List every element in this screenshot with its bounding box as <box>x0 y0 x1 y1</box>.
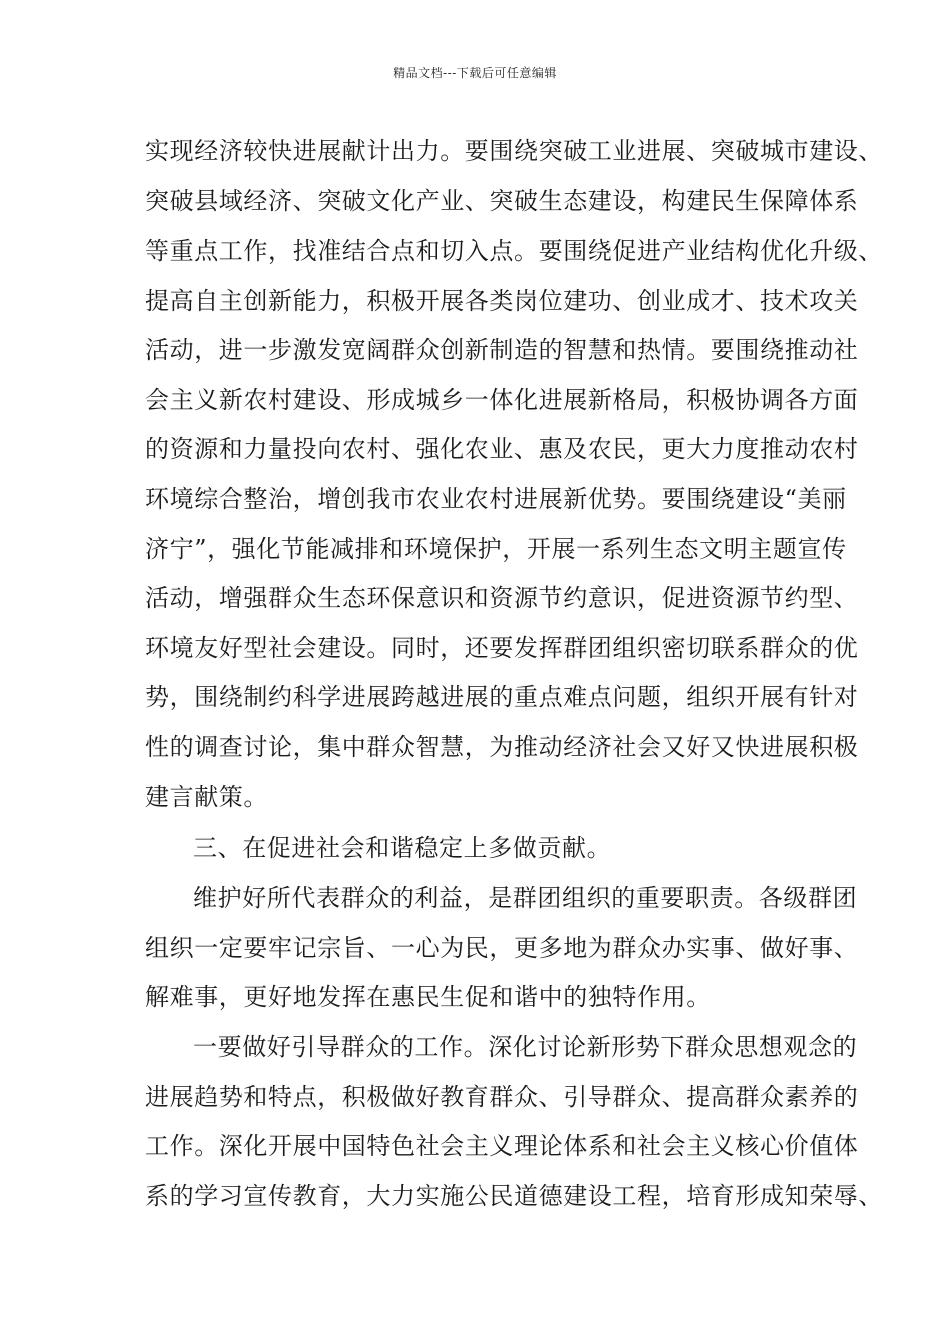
body-line-10: 活动，增强群众生态环保意识和资源节约意识，促进资源节约型、 <box>145 584 859 612</box>
body-line-22: 系的学习宣传教育，大力实施公民道德建设工程，培育形成知荣辱、 <box>145 1182 883 1210</box>
body-line-8: 环境综合整治，增创我市农业农村进展新优势。要围绕建设“美丽 <box>145 485 847 513</box>
body-line-4: 提高自主创新能力，积极开展各类岗位建功、创业成才、技术攻关 <box>145 287 859 315</box>
page-header: 精品文档---下载后可任意编辑 <box>393 66 557 80</box>
section-heading: 三、在促进社会和谐稳定上多做贡献。 <box>193 834 612 862</box>
body-line-17: 组织一定要牢记宗旨、一心为民，更多地为群众办实事、做好事、 <box>145 934 859 962</box>
body-line-19: 一要做好引导群众的工作。深化讨论新形势下群众思想观念的 <box>193 1033 858 1061</box>
body-line-7: 的资源和力量投向农村、强化农业、惠及农民，更大力度推动农村 <box>145 435 859 463</box>
body-line-11: 环境友好型社会建设。同时，还要发挥群团组织密切联系群众的优 <box>145 634 859 662</box>
body-line-21: 工作。深化开展中国特色社会主义理论体系和社会主义核心价值体 <box>145 1132 859 1160</box>
body-line-20: 进展趋势和特点，积极做好教育群众、引导群众、提高群众素养的 <box>145 1083 859 1111</box>
body-line-12: 势，围绕制约科学进展跨越进展的重点难点问题，组织开展有针对 <box>145 683 859 711</box>
body-line-6: 会主义新农村建设、形成城乡一体化进展新格局，积极协调各方面 <box>145 386 859 414</box>
body-line-18: 解难事，更好地发挥在惠民生促和谐中的独特作用。 <box>145 983 711 1011</box>
body-line-14: 建言献策。 <box>145 783 268 811</box>
body-line-5: 活动，进一步激发宽阔群众创新制造的智慧和热情。要围绕推动社 <box>145 336 859 364</box>
body-line-9: 济宁”，强化节能减排和环境保护，开展一系列生态文明主题宣传 <box>145 535 847 563</box>
body-line-13: 性的调查讨论，集中群众智慧，为推动经济社会又好又快进展积极 <box>145 733 859 761</box>
body-line-2: 突破县域经济、突破文化产业、突破生态建设，构建民生保障体系 <box>145 187 859 215</box>
body-line-3: 等重点工作，找准结合点和切入点。要围绕促进产业结构优化升级、 <box>145 237 883 265</box>
body-line-16: 维护好所代表群众的利益，是群团组织的重要职责。各级群团 <box>193 884 858 912</box>
body-line-1: 实现经济较快进展献计出力。要围绕突破工业进展、突破城市建设、 <box>145 137 883 165</box>
